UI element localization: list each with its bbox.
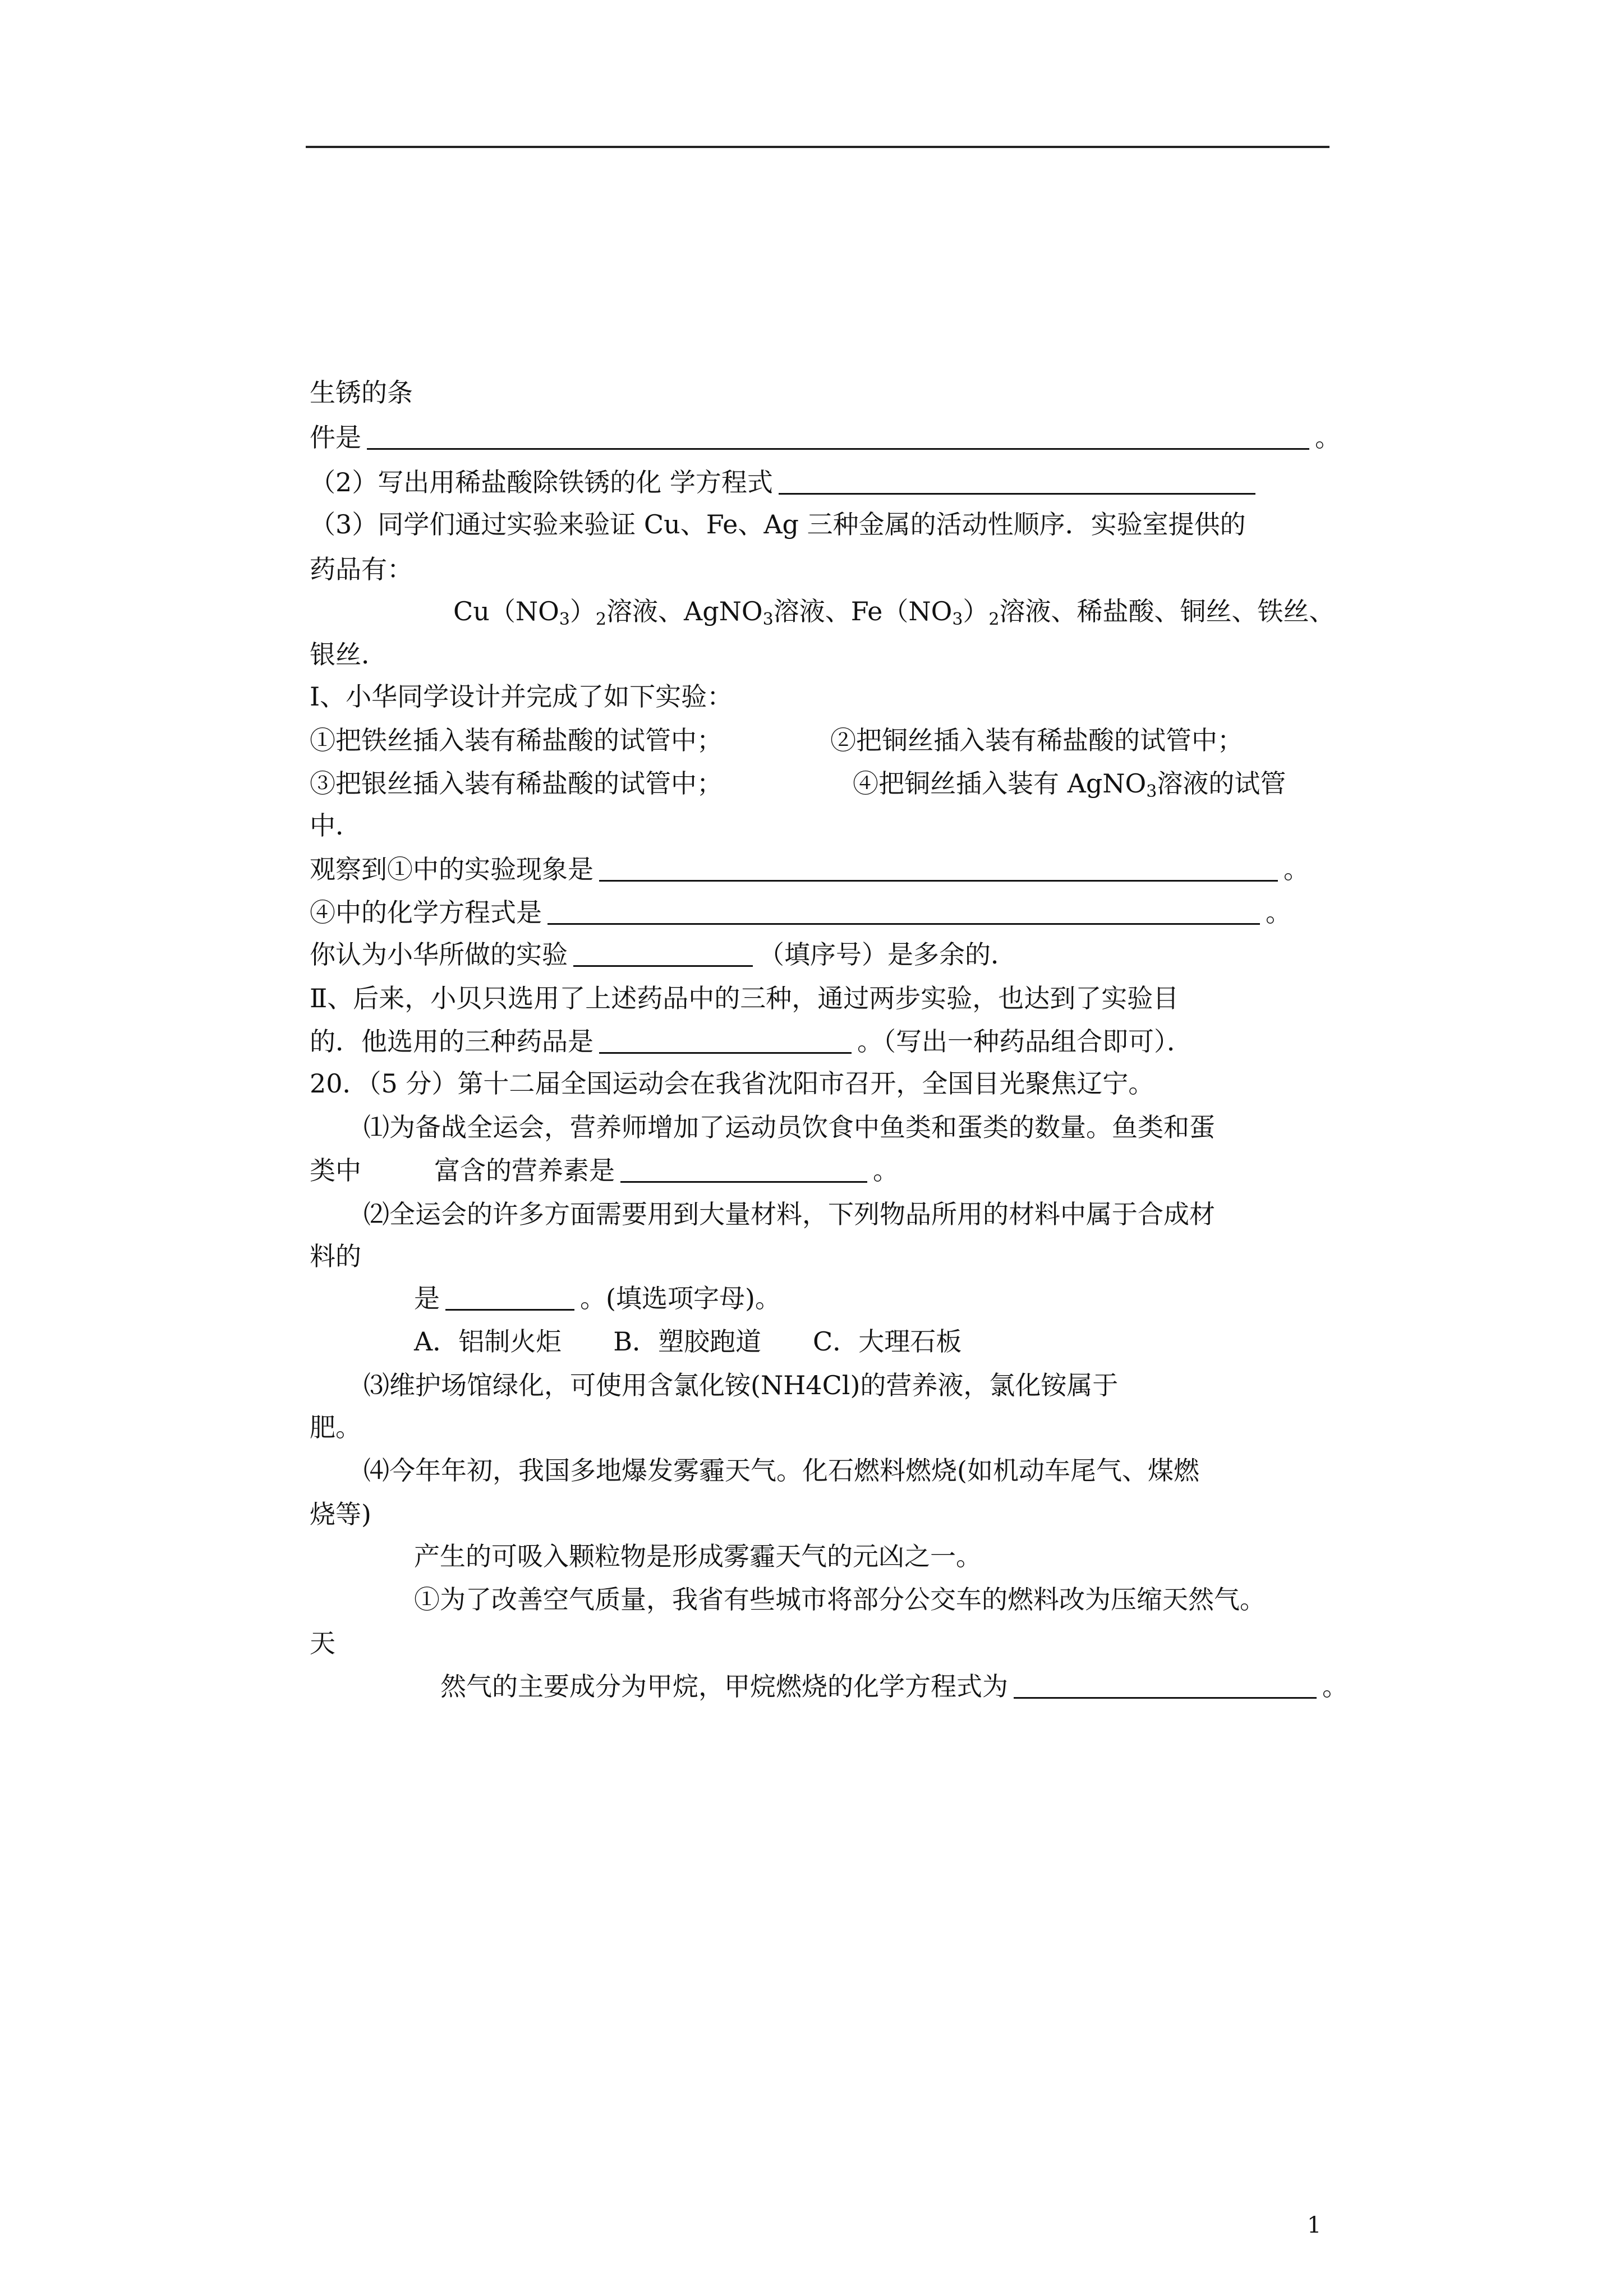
- text-line: 类中 富含的营养素是 。: [310, 1155, 899, 1186]
- text-line: 观察到①中的实验现象是 。: [310, 854, 1309, 884]
- answer-blank[interactable]: [599, 857, 1278, 882]
- answer-blank[interactable]: [445, 1287, 574, 1311]
- page-number: 1: [1307, 2212, 1322, 2238]
- text-line: 的．他选用的三种药品是 。（写出一种药品组合即可）．: [310, 1026, 1193, 1057]
- answer-blank[interactable]: [779, 471, 1255, 495]
- text-line: ⑵全运会的许多方面需要用到大量材料，下列物品所用的材料中属于合成材: [364, 1199, 1215, 1229]
- text-line: ②把铜丝插入装有稀盐酸的试管中；: [830, 725, 1243, 755]
- answer-blank[interactable]: [599, 1030, 852, 1054]
- text-line: 中．: [310, 810, 361, 841]
- text-line: 你认为小华所做的实验 （填序号）是多余的．: [310, 939, 1016, 970]
- answer-blank[interactable]: [573, 943, 753, 967]
- header-rule: [306, 146, 1329, 148]
- text-line: 件是 。: [310, 422, 1341, 453]
- answer-blank[interactable]: [1014, 1675, 1317, 1699]
- text-line: 然气的主要成分为甲烷，甲烷燃烧的化学方程式为 。: [440, 1671, 1348, 1702]
- text-line: 产生的可吸入颗粒物是形成雾霾天气的元凶之一。: [414, 1541, 982, 1571]
- text-line: 烧等): [310, 1499, 371, 1529]
- text-line: ④把铜丝插入装有 AgNO$_3$溶液的试管: [853, 768, 1286, 801]
- text-line: ①把铁丝插入装有稀盐酸的试管中；: [310, 725, 723, 755]
- text-line: 天: [310, 1628, 335, 1658]
- text-line: （2）写出用稀盐酸除铁锈的化 学方程式: [310, 465, 1261, 499]
- text-line: 生锈的条: [310, 377, 413, 408]
- text-line: ⑴为备战全运会，营养师增加了运动员饮食中鱼类和蛋类的数量。鱼类和蛋: [364, 1112, 1215, 1142]
- answer-blank[interactable]: [548, 901, 1260, 925]
- text-line: Ⅱ、后来，小贝只选用了上述药品中的三种，通过两步实验，也达到了实验目: [310, 983, 1179, 1013]
- text-line: ⑷今年年初，我国多地爆发雾霾天气。化石燃料燃烧(如机动车尾气、煤燃: [364, 1455, 1199, 1486]
- text-line: A．铝制火炬 B．塑胶跑道 C．大理石板: [414, 1326, 962, 1357]
- text-line: ⑶维护场馆绿化，可使用含氯化铵(NH4Cl)的营养液，氯化铵属于: [364, 1370, 1119, 1400]
- text-line: ①为了改善空气质量，我省有些城市将部分公交车的燃料改为压缩天然气。: [414, 1584, 1266, 1615]
- text-line: Ⅰ、小华同学设计并完成了如下实验：: [310, 681, 733, 712]
- answer-blank[interactable]: [367, 426, 1309, 450]
- text-line: 20．（5 分）第十二届全国运动会在我省沈阳市召开，全国目光聚焦辽宁。: [310, 1068, 1154, 1099]
- text-line: ④中的化学方程式是 。: [310, 897, 1291, 928]
- text-line: 是 。(填选项字母)。: [414, 1283, 781, 1313]
- text-line: 肥。: [310, 1412, 361, 1442]
- text-line: $Cu(NO_3)_2$溶液、AgNO$_3$溶液、$Fe(NO_3)_2$溶液、稀盐酸、铜丝、铁丝、: [453, 596, 1335, 629]
- text-line: 银丝．: [310, 639, 387, 670]
- text-line: 料的: [310, 1241, 361, 1271]
- text-line: （3）同学们通过实验来验证 Cu、Fe、Ag 三种金属的活动性顺序．实验室提供的: [310, 509, 1246, 540]
- answer-blank[interactable]: [620, 1159, 867, 1183]
- text-line: ③把银丝插入装有稀盐酸的试管中；: [310, 768, 723, 799]
- text-line: 药品有：: [310, 554, 413, 584]
